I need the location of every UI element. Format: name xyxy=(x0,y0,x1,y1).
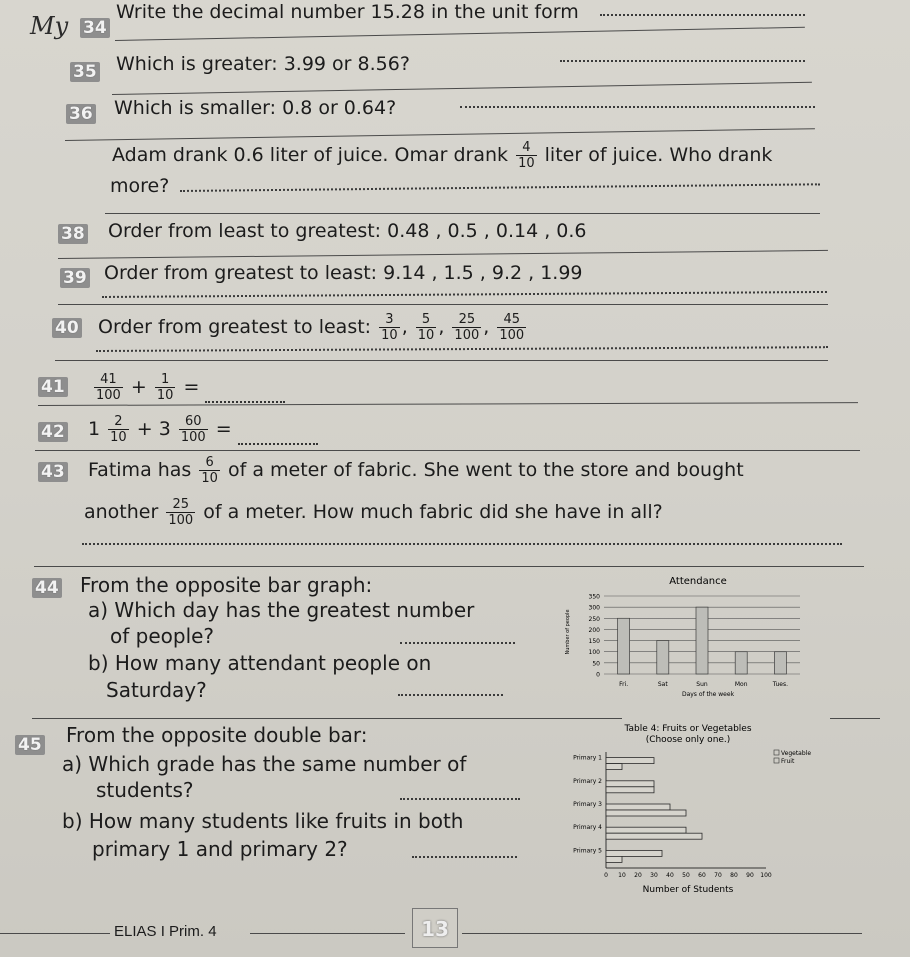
chart2-xtick-label: 60 xyxy=(698,872,706,879)
chart1-xtick-label: Sat xyxy=(657,681,668,688)
fraction-3-10: $\frac{3}{10}$ xyxy=(381,312,398,343)
chart1-ytick-label: 150 xyxy=(588,638,600,646)
chart2-subtitle: (Choose only one.) xyxy=(645,735,731,745)
chart2-bar xyxy=(606,787,654,793)
question-40-label: Order from greatest to least: xyxy=(98,316,372,338)
rule-42 xyxy=(35,450,860,451)
question-43-line2: another $\frac{25}{100}$ of a meter. How much fabric did she have in all? xyxy=(84,497,663,528)
question-42-number: 42 xyxy=(38,422,68,442)
chart2-xtick-label: 30 xyxy=(650,872,658,879)
chart1-title: Attendance xyxy=(669,576,727,587)
rule-40 xyxy=(55,360,828,361)
chart1-bar xyxy=(774,652,786,674)
answer-line-43[interactable] xyxy=(82,543,842,545)
question-45-a-line2: students? xyxy=(96,778,194,802)
footer-rule-right xyxy=(462,933,862,934)
rule-34 xyxy=(115,27,805,41)
question-36-text: Which is smaller: 0.8 or 0.64? xyxy=(114,97,397,119)
chart2-category-label: Primary 3 xyxy=(573,801,602,808)
question-44-b-line2: Saturday? xyxy=(106,678,207,702)
chart2-legend-swatch xyxy=(774,758,779,763)
rule-38 xyxy=(58,250,828,259)
chart2-bar xyxy=(606,856,622,862)
chart2-xtick-label: 20 xyxy=(634,872,642,879)
question-34-text: Write the decimal number 15.28 in the unit form xyxy=(116,1,579,23)
chart2-xtick-label: 90 xyxy=(746,872,754,879)
question-37-part-a: Adam drank 0.6 liter of juice. Omar drank xyxy=(112,144,509,166)
rule-37 xyxy=(105,213,820,214)
chart2-bar xyxy=(606,827,686,833)
fraction-25-100: $\frac{25}{100}$ xyxy=(454,312,480,343)
answer-line-45b[interactable] xyxy=(412,856,517,858)
chart1-ytick-label: 0 xyxy=(596,671,600,679)
chart1-ylabel: Number of people xyxy=(565,609,571,655)
chart2-xtick-label: 10 xyxy=(618,872,626,879)
question-41-number: 41 xyxy=(38,377,68,397)
answer-line-44b[interactable] xyxy=(398,694,503,696)
chart2-xtick-label: 40 xyxy=(666,872,674,879)
chart2-bar xyxy=(606,758,654,764)
answer-line-44a[interactable] xyxy=(400,642,515,644)
question-40-number: 40 xyxy=(52,318,82,338)
chart2-xtick-label: 70 xyxy=(714,872,722,879)
question-40-text: Order from greatest to least: $\frac{3}{10}$ , $\frac{5}{10}$ , $\frac{25}{100}$ , $\frac{45}{100}$ xyxy=(98,312,525,343)
chart1-ytick-label: 300 xyxy=(588,604,600,612)
answer-line-40[interactable] xyxy=(96,346,828,352)
chart2-legend-swatch xyxy=(774,750,779,755)
chart1-xtick-label: Tues. xyxy=(772,681,789,688)
question-41-expression: $\frac{41}{100}$ + $\frac{1}{10}$ = xyxy=(92,372,285,403)
question-34-number: 34 xyxy=(80,18,110,38)
chart2-category-label: Primary 2 xyxy=(573,777,602,785)
question-45-b-line2: primary 1 and primary 2? xyxy=(92,837,348,861)
chart1-xtick-label: Mon xyxy=(734,681,748,688)
footer-label: ELIAS I Prim. 4 xyxy=(114,923,217,940)
chart2-bar xyxy=(606,764,622,770)
fraction-41-100: $\frac{41}{100}$ xyxy=(96,372,121,403)
question-43-number: 43 xyxy=(38,462,68,482)
question-44-number: 44 xyxy=(32,578,62,598)
fraction-45-100: $\frac{45}{100}$ xyxy=(499,312,525,343)
chart2-bar xyxy=(606,850,662,856)
answer-blank-42[interactable] xyxy=(238,443,318,445)
chart2-legend-label: Vegetable xyxy=(781,750,812,757)
footer-rule-mid xyxy=(250,933,405,934)
answer-line-35[interactable] xyxy=(560,60,805,62)
fraction-60-100: $\frac{60}{100}$ xyxy=(180,414,206,445)
footer-rule-left xyxy=(0,933,110,934)
chart2-bar xyxy=(606,810,686,816)
chart1-ytick-label: 50 xyxy=(592,660,600,668)
question-44-intro: From the opposite bar graph: xyxy=(80,573,373,597)
question-38-number: 38 xyxy=(58,224,88,244)
chart2-xlabel: Number of Students xyxy=(642,885,734,895)
chart2-legend-label: Fruit xyxy=(781,758,795,765)
question-45-a-line1: a) Which grade has the same number of xyxy=(62,752,467,776)
question-39-text: Order from greatest to least: 9.14 , 1.5 , 9.2 , 1.99 xyxy=(104,262,583,284)
chart1-ytick-label: 250 xyxy=(588,615,600,623)
chart2-bar xyxy=(606,781,654,787)
chart1-ytick-label: 100 xyxy=(588,649,600,657)
question-39-number: 39 xyxy=(60,268,90,288)
chart1-bar xyxy=(657,641,669,674)
fraction-4-10: $\frac{4}{10}$ xyxy=(518,140,535,171)
chart2-category-label: Primary 4 xyxy=(573,824,602,832)
fruits-vegetables-chart xyxy=(548,720,812,900)
rule-35 xyxy=(112,82,812,95)
attendance-bar-chart xyxy=(560,570,820,700)
chart1-xtick-label: Fri. xyxy=(619,681,629,688)
chart2-title: Table 4: Fruits or Vegetables xyxy=(624,724,752,734)
question-42-expression: 1 $\frac{2}{10}$ + 3 $\frac{60}{100}$ = xyxy=(88,414,318,445)
chart2-xtick-label: 0 xyxy=(604,872,608,879)
question-44-b-line1: b) How many attendant people on xyxy=(88,651,432,675)
chart1-bar xyxy=(735,652,747,674)
chart2-category-label: Primary 5 xyxy=(573,847,602,855)
question-38-text: Order from least to greatest: 0.48 , 0.5 , 0.14 , 0.6 xyxy=(108,220,587,242)
chart1-ytick-label: 200 xyxy=(588,626,600,634)
answer-line-36[interactable] xyxy=(460,106,815,108)
question-36-number: 36 xyxy=(66,104,96,124)
fraction-1-10: $\frac{1}{10}$ xyxy=(156,372,174,403)
chart2-bar xyxy=(606,804,670,810)
rule-44-right xyxy=(830,718,880,719)
chart2-bar xyxy=(606,833,702,839)
question-44-a-line2: of people? xyxy=(110,624,215,648)
answer-line-37[interactable] xyxy=(180,183,820,192)
chart2-xtick-label: 80 xyxy=(730,872,738,879)
question-35-number: 35 xyxy=(70,62,100,82)
rule-43 xyxy=(34,566,864,567)
answer-blank-41[interactable] xyxy=(205,401,285,403)
fraction-6-10: $\frac{6}{10}$ xyxy=(201,455,218,486)
chart1-bar xyxy=(618,618,630,674)
fraction-2-10: $\frac{2}{10}$ xyxy=(110,414,127,445)
chart1-ytick-label: 350 xyxy=(588,593,600,601)
question-45-number: 45 xyxy=(15,735,45,755)
question-35-text: Which is greater: 3.99 or 8.56? xyxy=(116,53,410,75)
question-45-intro: From the opposite double bar: xyxy=(66,723,368,747)
answer-line-45a[interactable] xyxy=(400,798,520,800)
question-37-more: more? xyxy=(110,175,170,197)
chart2-xtick-label: 50 xyxy=(682,872,690,879)
answer-line-39[interactable] xyxy=(102,291,827,298)
question-37-part-b: liter of juice. Who drank xyxy=(544,144,773,166)
question-45-b-line1: b) How many students like fruits in both xyxy=(62,809,464,833)
rule-44 xyxy=(32,718,622,719)
fraction-25-100-b: $\frac{25}{100}$ xyxy=(168,497,194,528)
fraction-5-10: $\frac{5}{10}$ xyxy=(417,312,435,343)
chart2-category-label: Primary 1 xyxy=(573,754,602,762)
handwritten-mark: My xyxy=(30,12,69,40)
chart2-xtick-label: 100 xyxy=(760,872,772,879)
chart1-bar xyxy=(696,607,708,674)
answer-line-34[interactable] xyxy=(600,14,805,16)
question-43-line1: Fatima has $\frac{6}{10}$ of a meter of fabric. She went to the store and bought xyxy=(88,455,744,486)
chart1-xtick-label: Sun xyxy=(696,681,708,688)
question-44-a-line1: a) Which day has the greatest number xyxy=(88,598,475,622)
chart1-xlabel: Days of the week xyxy=(681,691,735,698)
page-number: 13 xyxy=(412,908,458,948)
rule-39 xyxy=(58,304,828,305)
question-37-text xyxy=(112,140,772,171)
